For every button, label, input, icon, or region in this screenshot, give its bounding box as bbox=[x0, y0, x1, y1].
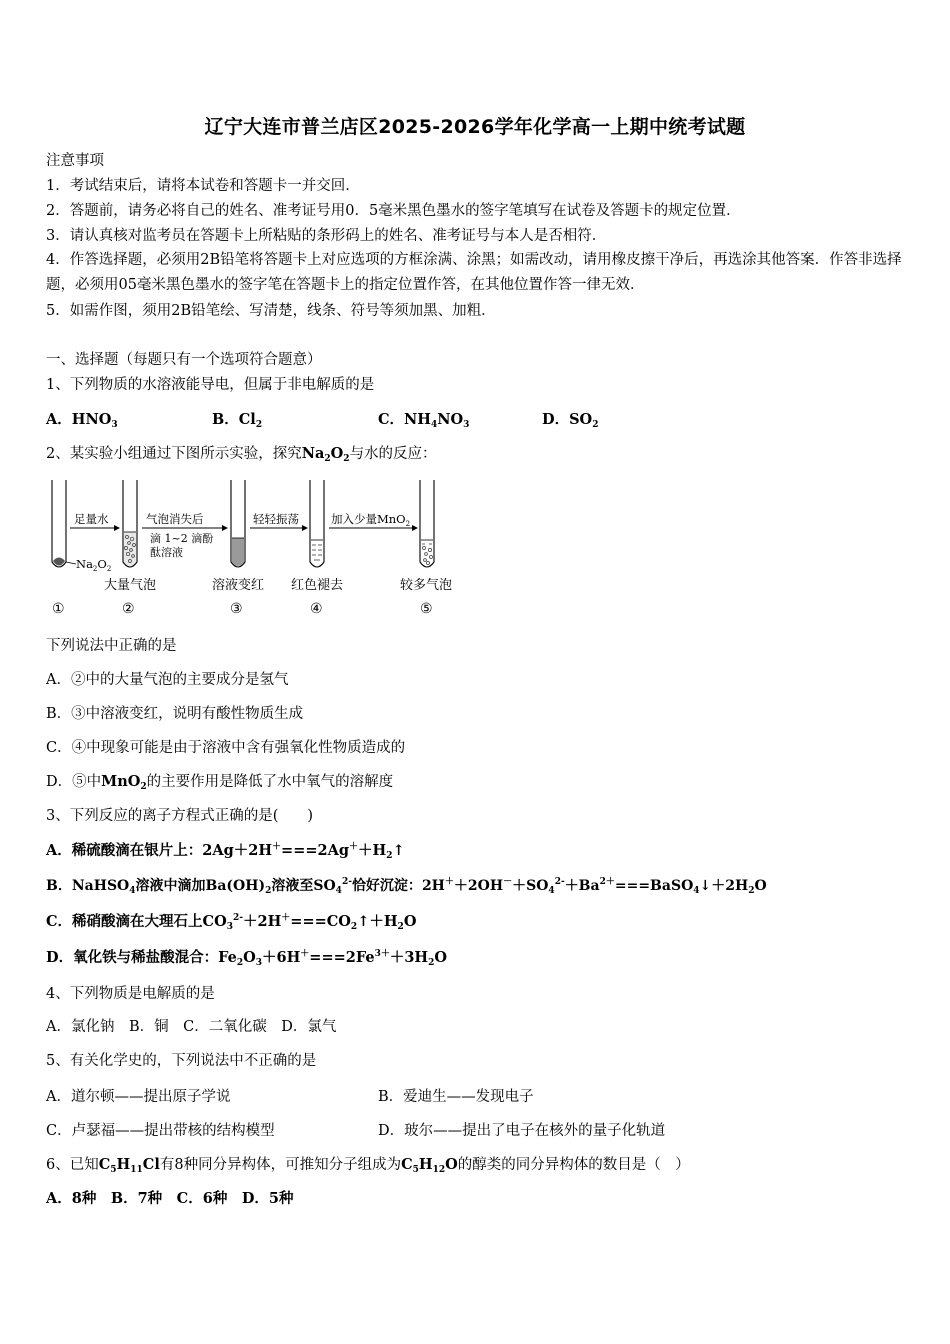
tube-number-5: ⑤ bbox=[420, 601, 433, 617]
bubbles-5 bbox=[423, 547, 433, 565]
q6-options: A．8种 B．7种 C．6种 D．5种 bbox=[46, 1190, 294, 1207]
experiment-figure bbox=[46, 474, 466, 620]
q2-option-a: A．②中的大量气泡的主要成分是氢气 bbox=[46, 672, 289, 688]
test-tube-3 bbox=[231, 480, 245, 567]
arrow-label-1: 足量水 bbox=[74, 512, 109, 526]
tube-number-4: ④ bbox=[310, 601, 323, 617]
question-6-stem: 6、已知$C_5H_{11}Cl$有8种同分异构体，可推知分子组成为$C_5H_{12}O$的醇类的同分异构体的数目是（ ） bbox=[46, 1156, 690, 1175]
tube-number-2: ② bbox=[122, 601, 135, 617]
tube-number-3: ③ bbox=[230, 601, 243, 617]
reagent-label: $Na_2O_2$ bbox=[76, 557, 112, 573]
q3-option-c: C．稀硝酸滴在大理石上$CO_3^{2-}+2H^+===CO_2↑+H_2O$ bbox=[46, 913, 417, 932]
q3-option-b: B．NaHSO$_4$溶液中滴加$Ba(OH)_2$溶液至$SO_4^{2-}$恰好沉淀：$2H^++2OH^-+SO_4^{2-}+Ba^{2+}===BaSO_4↓+2H_2O$ bbox=[46, 877, 767, 896]
q2-option-c: C．④中现象可能是由于溶液中含有强氧化性物质造成的 bbox=[46, 740, 406, 756]
question-1-stem: 1、下列物质的水溶液能导电，但属于非电解质的是 bbox=[46, 377, 375, 393]
arrow-note-2: 酞溶液 bbox=[150, 546, 183, 559]
section-heading: 一、选择题（每题只有一个选项符合题意） bbox=[46, 352, 322, 368]
test-tube-4 bbox=[310, 480, 324, 567]
arrow-label-3: 轻轻振荡 bbox=[253, 512, 299, 526]
q1-option-a: A．$HNO_3$ bbox=[46, 411, 118, 430]
q1-option-c: C．$NH_4NO_3$ bbox=[378, 411, 470, 430]
question-5-stem: 5、有关化学史的，下列说法中不正确的是 bbox=[46, 1053, 317, 1069]
test-tube-1 bbox=[52, 480, 66, 567]
notice-item: 3．请认真核对监考员在答题卡上所粘贴的条形码上的姓名、准考证号与本人是否相符． bbox=[46, 228, 607, 244]
notice-item: 1．考试结束后，请将本试卷和答题卡一并交回． bbox=[46, 178, 360, 194]
q3-option-a: A．稀硫酸滴在银片上：$2Ag+2H^+===2Ag^++H_2↑$ bbox=[46, 842, 405, 861]
question-2-stem: 2、某实验小组通过下图所示实验，探究$Na_2O_2$与水的反应： bbox=[46, 445, 437, 464]
question-3-stem: 3、下列反应的离子方程式正确的是( ) bbox=[46, 808, 314, 824]
q4-options: A．氯化钠 B．铜 C．二氧化碳 D．氯气 bbox=[46, 1019, 337, 1035]
arrow-label-4: 加入少量MnO$_2$ bbox=[331, 512, 411, 528]
tube-3-caption: 溶液变红 bbox=[212, 578, 265, 593]
notice-item: 4．作答选择题，必须用2B铅笔将答题卡上对应选项的方框涂满、涂黑；如需改动，请用橡皮擦干净后，再选涂其他答案．作答非选择题，必须用05毫米黑色墨水的签字笔在答题卡上的指定位置作答，在其他位置作答一律无效． bbox=[46, 252, 902, 293]
q2-prompt: 下列说法中正确的是 bbox=[46, 638, 177, 654]
test-tube-5 bbox=[420, 480, 434, 567]
q5-option-d: D．玻尔——提出了电子在核外的量子化轨道 bbox=[378, 1123, 666, 1139]
q1-option-d: D．$SO_2$ bbox=[542, 411, 599, 430]
notice-heading: 注意事项 bbox=[46, 153, 104, 169]
q5-option-a: A．道尔顿——提出原子学说 bbox=[46, 1089, 231, 1105]
arrow-label-2: 气泡消失后 bbox=[146, 512, 204, 526]
q5-option-c: C．卢瑟福——提出带核的结构模型 bbox=[46, 1123, 275, 1139]
tube-2-caption: 大量气泡 bbox=[104, 578, 157, 593]
q2-option-b: B．③中溶液变红，说明有酸性物质生成 bbox=[46, 706, 304, 722]
notice-item: 5．如需作图，须用2B铅笔绘、写清楚，线条、符号等须加黑、加粗． bbox=[46, 303, 496, 319]
notice-item: 2．答题前，请务必将自己的姓名、准考证号用0．5毫米黑色墨水的签字笔填写在试卷及答题卡的规定位置． bbox=[46, 203, 741, 219]
tube-5-caption: 较多气泡 bbox=[400, 578, 453, 593]
q3-option-d: D．氧化铁与稀盐酸混合：$Fe_2O_3+6H^+===2Fe^{3+}+3H_2O$ bbox=[46, 949, 448, 968]
page-title: 辽宁大连市普兰店区2025-2026学年化学高一上期中统考试题 bbox=[204, 116, 746, 138]
q1-option-b: B．$Cl_2$ bbox=[212, 411, 263, 430]
tube-number-1: ① bbox=[52, 601, 65, 617]
q2-option-d: D．⑤中MnO$_2$的主要作用是降低了水中氧气的溶解度 bbox=[46, 773, 394, 792]
q5-option-b: B．爱迪生——发现电子 bbox=[378, 1089, 534, 1105]
arrow-note-1: 滴 1~2 滴酚 bbox=[150, 532, 214, 545]
question-4-stem: 4、下列物质是电解质的是 bbox=[46, 986, 215, 1002]
tube-4-caption: 红色褪去 bbox=[291, 578, 344, 593]
